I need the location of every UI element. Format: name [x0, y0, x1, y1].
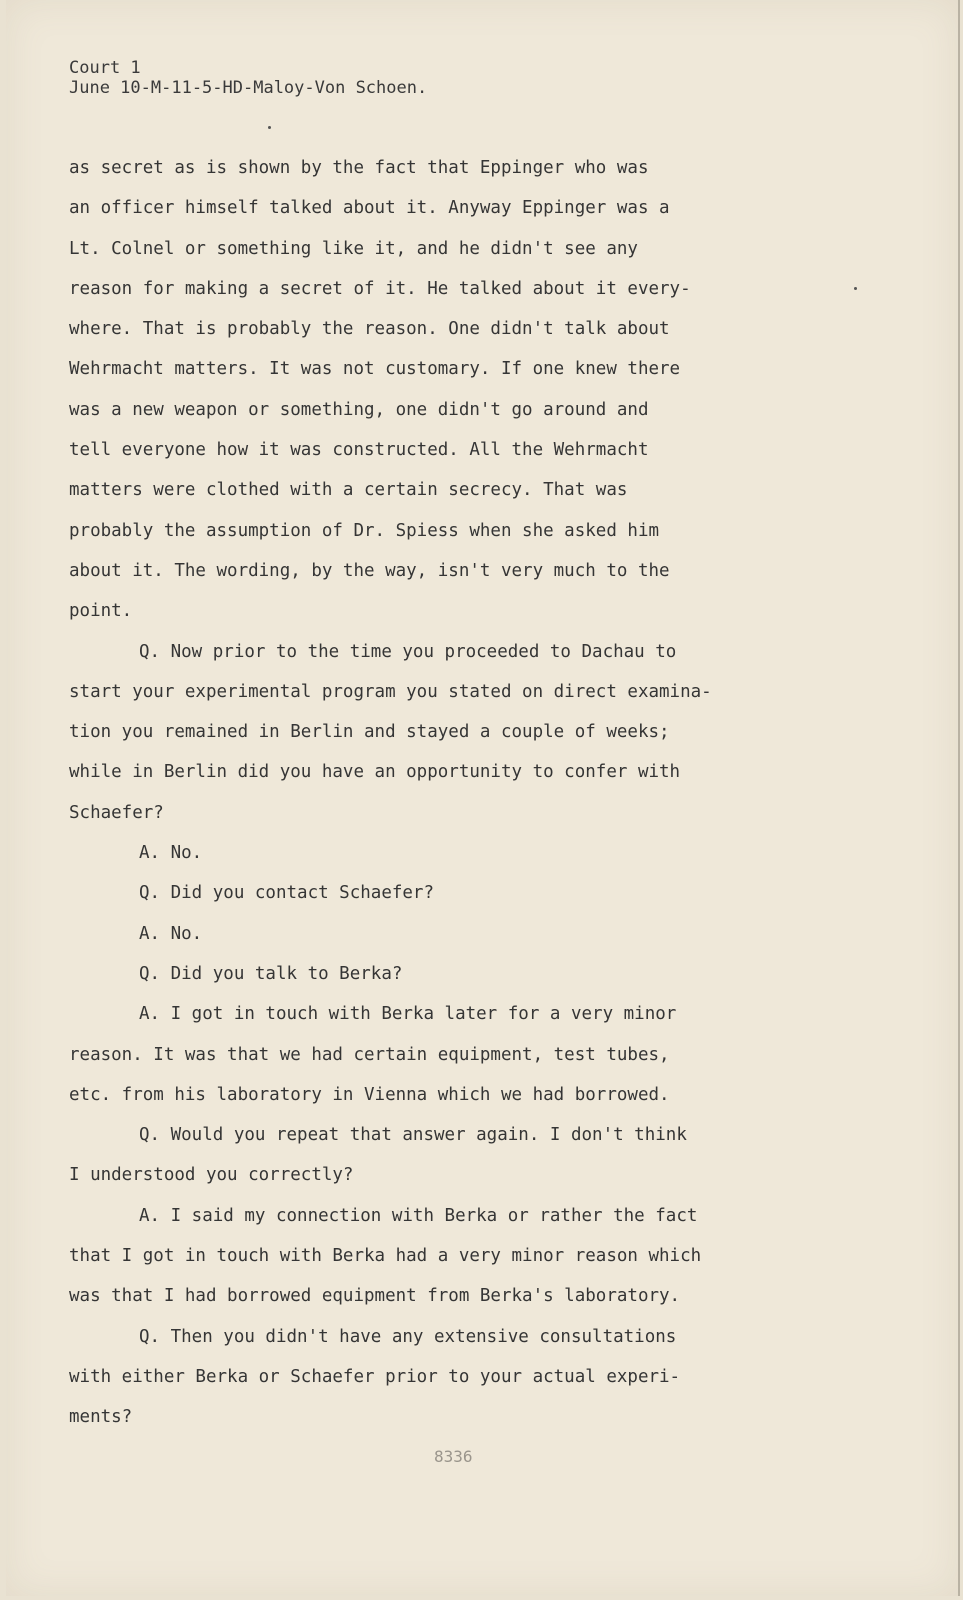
question-line: Q. Would you repeat that answer again. I don't think: [139, 1125, 687, 1146]
document-header: [69, 58, 427, 98]
answer-line: A. I said my connection with Berka or rather the fact: [139, 1205, 698, 1226]
text-line: Wehrmacht matters. It was not customary. If one knew there: [69, 359, 681, 380]
text-line: matters were clothed with a certain secrecy. That was: [69, 480, 628, 501]
text-line: was that I had borrowed equipment from Berka's laboratory.: [69, 1286, 681, 1307]
question-line: Q. Now prior to the time you proceeded to Dachau to: [139, 641, 677, 662]
ink-speck: [268, 126, 271, 129]
text-line: ments?: [69, 1407, 133, 1428]
text-line: with either Berka or Schaefer prior to your actual experi-: [69, 1366, 681, 1387]
answer-line: A. No.: [139, 923, 203, 944]
text-line: probably the assumption of Dr. Spiess when she asked him: [69, 520, 660, 541]
document-page: [6, 0, 960, 1596]
text-line: tion you remained in Berlin and stayed a couple of weeks;: [69, 722, 670, 743]
text-line: as secret as is shown by the fact that Eppinger who was: [69, 158, 649, 178]
text-line: Lt. Colnel or something like it, and he didn't see any: [69, 238, 638, 259]
question-line: Q. Did you talk to Berka?: [139, 963, 403, 984]
ink-speck: [854, 287, 857, 290]
transcript-body: [69, 148, 829, 1438]
text-line: Schaefer?: [69, 802, 164, 823]
text-line: reason. It was that we had certain equipment, test tubes,: [69, 1044, 670, 1065]
text-line: that I got in touch with Berka had a very minor reason which: [69, 1246, 702, 1267]
header-court: Court 1: [69, 58, 141, 78]
text-line: an officer himself talked about it. Anyway Eppinger was a: [69, 198, 670, 219]
text-line: I understood you correctly?: [69, 1165, 354, 1186]
answer-line: A. No.: [139, 843, 203, 864]
question-line: Q. Did you contact Schaefer?: [139, 883, 435, 904]
text-line: while in Berlin did you have an opportunity to confer with: [69, 762, 681, 783]
text-line: start your experimental program you stated on direct examina-: [69, 681, 712, 702]
text-line: about it. The wording, by the way, isn't very much to the: [69, 560, 670, 581]
text-line: etc. from his laboratory in Vienna which we had borrowed.: [69, 1084, 670, 1105]
text-line: was a new weapon or something, one didn't go around and: [69, 399, 649, 420]
answer-line: A. I got in touch with Berka later for a very minor: [139, 1004, 677, 1025]
text-line: reason for making a secret of it. He talked about it every-: [69, 278, 691, 299]
text-line: where. That is probably the reason. One didn't talk about: [69, 319, 670, 340]
text-line: tell everyone how it was constructed. All the Wehrmacht: [69, 440, 649, 461]
text-line: point.: [69, 601, 133, 622]
page-number: 8336: [434, 1447, 473, 1466]
question-line: Q. Then you didn't have any extensive consultations: [139, 1326, 677, 1347]
header-reference: June 10-M-11-5-HD-Maloy-Von Schoen.: [69, 78, 428, 98]
